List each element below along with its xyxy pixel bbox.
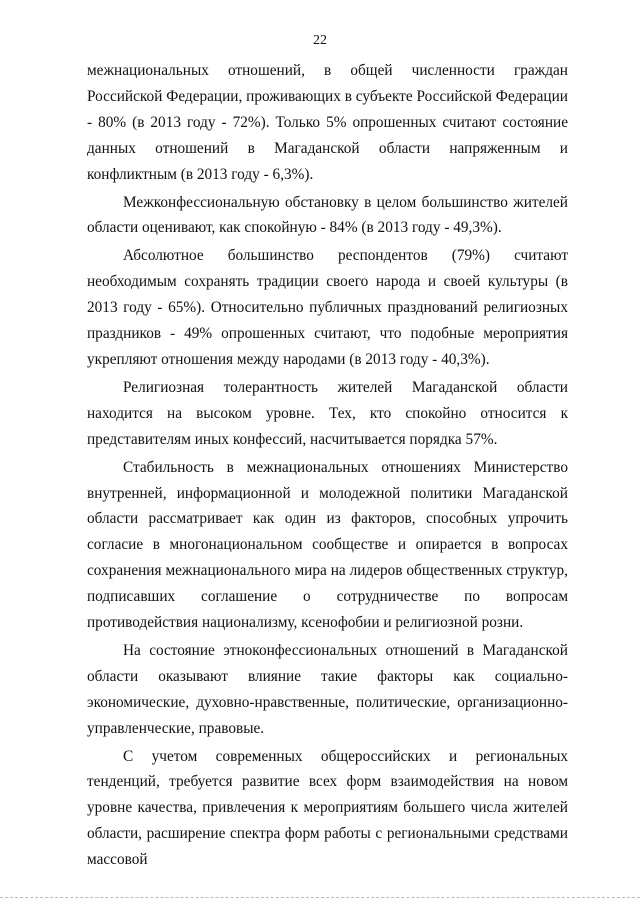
paragraph: Религиозная толерантность жителей Магаданской области находится на высоком уровне. Тех, кто спокойно относится к представителям иных конфессий, насчитывается порядка 57%. <box>87 378 568 448</box>
paragraph: С учетом современных общероссийских и региональных тенденций, требуется развитие всех форм взаимодействия на новом уровне качества, привлечения к мероприятиям большего числа жителей области, расширение спектра форм работы с региональными средствами массовой <box>87 747 568 869</box>
paragraph: Стабильность в межнациональных отношениях Министерство внутренней, информационной и молодежной политики Магаданской области рассматривает как один из факторов, способных упрочить согласие в многонациональном сообществе и опирается в вопросах сохранения межнационального мира на лидеров общественных структур, подписавших соглашение о сотрудничестве по вопросам противодействия национализму, ксенофобии и религиозной розни. <box>87 458 568 632</box>
paragraph: На состояние этноконфессиональных отношений в Магаданской области оказывают влияние такие факторы как социально-экономические, духовно-нравственные, политические, организационно-управленческие, правовые. <box>87 641 568 737</box>
page-bottom-edge <box>0 897 640 899</box>
paragraph-continuation: межнациональных отношений, в общей численности граждан Российской Федерации, проживающих в субъекте Российской Федерации - 80% (в 2013 году - 72%). Только 5% опрошенных считают состояние данных отношений в Магаданской области напряженным и конфликтным (в 2013 году - 6,3%). <box>87 62 568 183</box>
paragraph: Абсолютное большинство респондентов (79%) считают необходимым сохранять традиции своего народа и своей культуры (в 2013 году - 65%). Относительно публичных празднований религиозных праздников - 49% опрошенных считают, что подобные мероприятия укрепляют отношения между народами (в 2013 году - 40,3%). <box>87 247 568 368</box>
page-number: 22 <box>313 33 327 48</box>
document-body <box>87 58 568 873</box>
paragraph: Межконфессиональную обстановку в целом большинство жителей области оценивают, как спокойную - 84% (в 2013 году - 49,3%). <box>87 193 568 237</box>
